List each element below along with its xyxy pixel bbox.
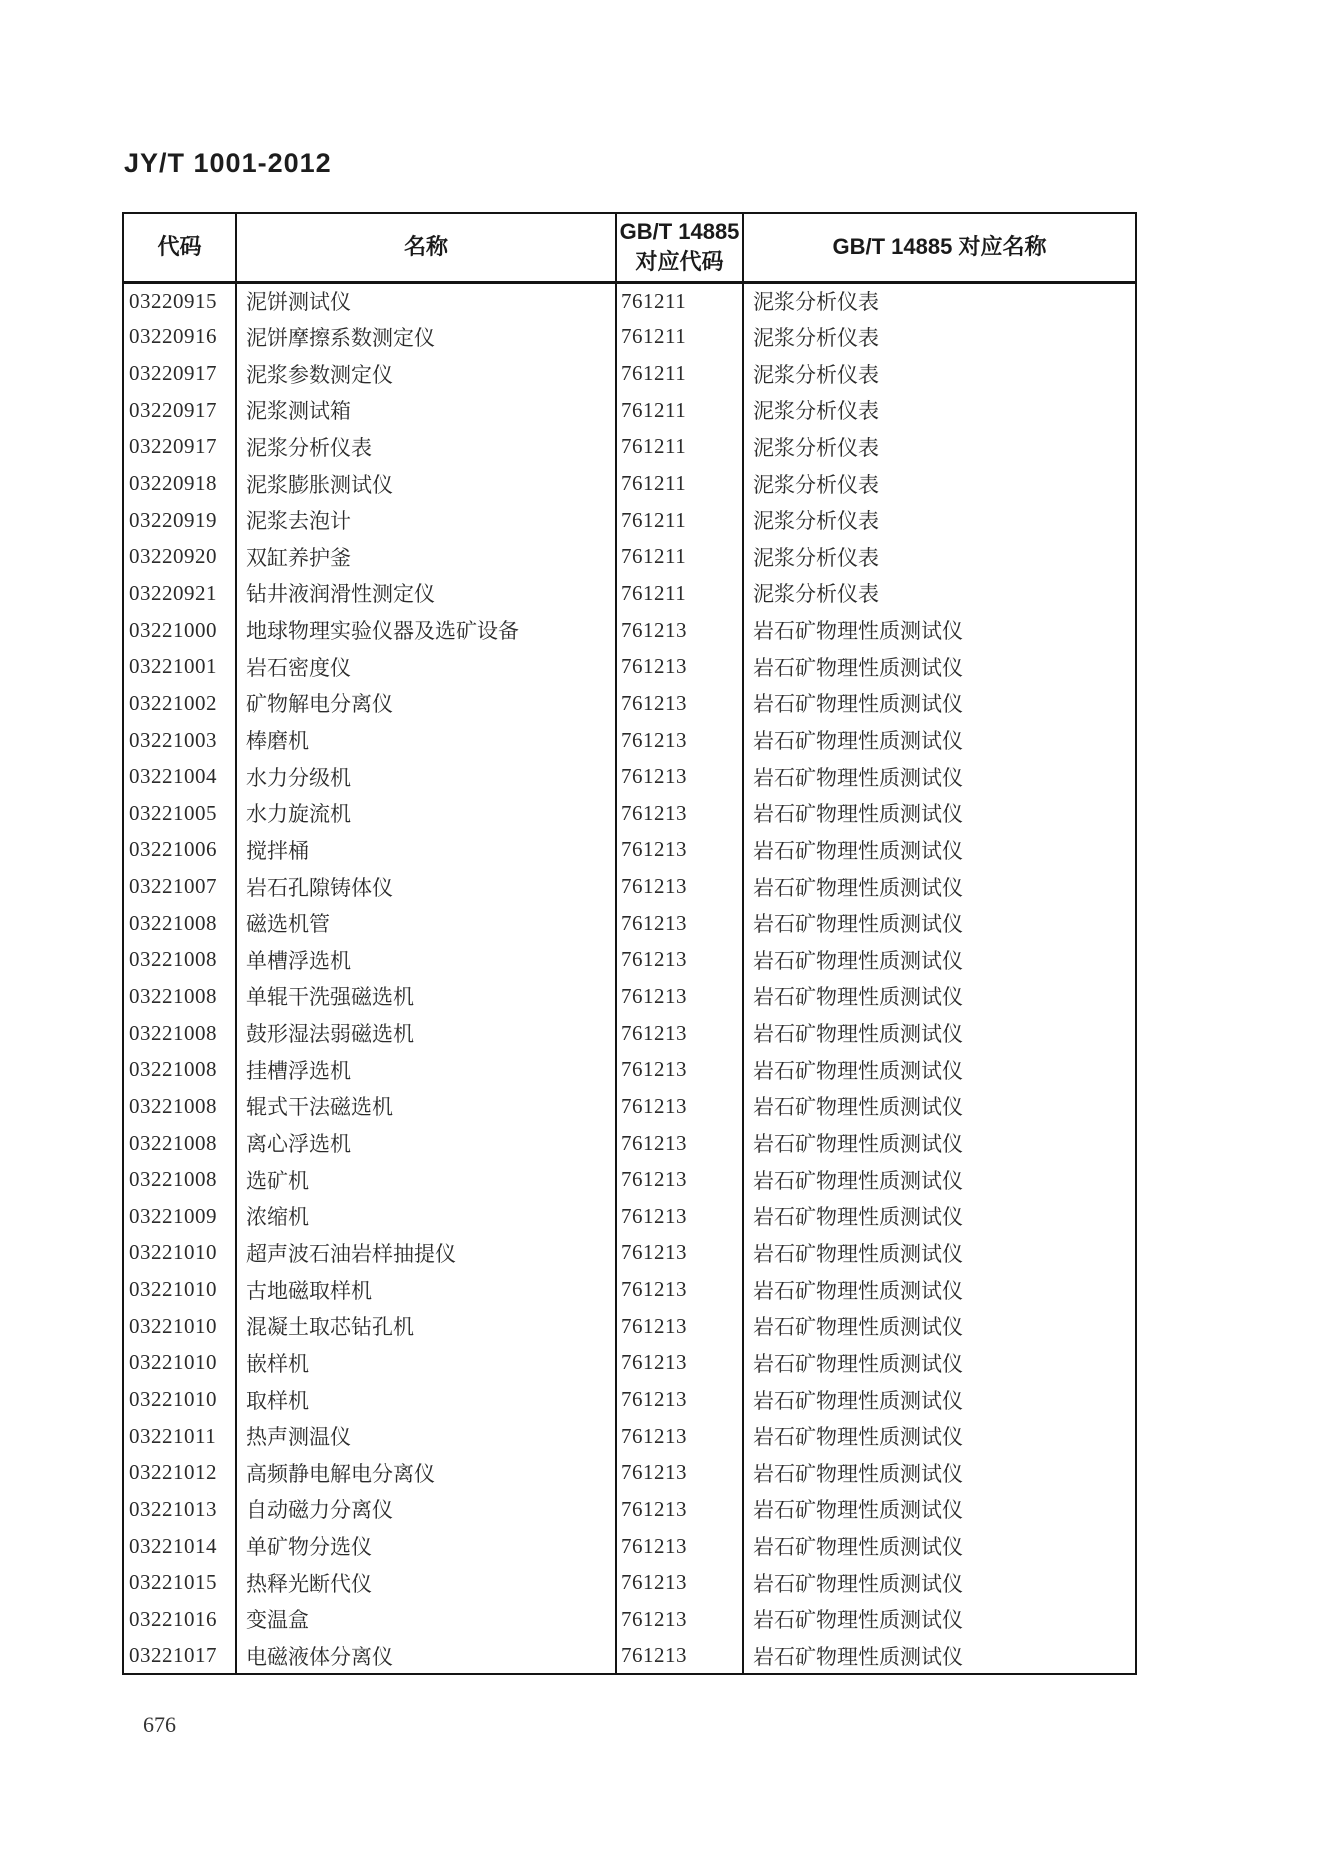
- code-cell: 03221008: [129, 1130, 217, 1155]
- name-cell: 单矿物分选仪: [236, 1528, 616, 1565]
- name-cell: 水力旋流机: [236, 795, 616, 832]
- gbt-code-cell: 761213: [616, 1015, 743, 1052]
- code-cell: 03221010: [129, 1313, 217, 1338]
- code-cell: 03220921: [129, 580, 217, 605]
- gbt-code-cell: 761213: [616, 795, 743, 832]
- table-row: [123, 648, 1136, 685]
- code-mapping-table: [122, 212, 1137, 1675]
- gbt-name-cell: 岩石矿物理性质测试仪: [743, 1601, 1136, 1638]
- gbt-code-cell: 761213: [616, 685, 743, 722]
- table-row: [123, 1418, 1136, 1455]
- name-cell: 辊式干法磁选机: [236, 1088, 616, 1125]
- code-cell: 03220918: [129, 471, 217, 496]
- name-cell: 热释光断代仪: [236, 1564, 616, 1601]
- gbt-name-cell: 岩石矿物理性质测试仪: [743, 612, 1136, 649]
- name-cell: 岩石孔隙铸体仪: [236, 868, 616, 905]
- gbt-code-cell: 761213: [616, 868, 743, 905]
- code-cell: 03221008: [129, 1057, 217, 1082]
- table-row: [123, 1271, 1136, 1308]
- gbt-code-cell: 761213: [616, 1235, 743, 1272]
- gbt-code-cell: 761211: [616, 355, 743, 392]
- gbt-code-cell: 761213: [616, 1198, 743, 1235]
- gbt-code-cell: 761213: [616, 1308, 743, 1345]
- table-row: [123, 1088, 1136, 1125]
- code-cell: 03221002: [129, 690, 217, 715]
- gbt-name-cell: 岩石矿物理性质测试仪: [743, 1418, 1136, 1455]
- table-row: [123, 1051, 1136, 1088]
- gbt-code-cell: 761213: [616, 1601, 743, 1638]
- gbt-name-cell: 岩石矿物理性质测试仪: [743, 1271, 1136, 1308]
- gbt-name-cell: 泥浆分析仪表: [743, 282, 1136, 319]
- gbt-code-cell: 761211: [616, 465, 743, 502]
- code-cell: 03221011: [129, 1423, 217, 1448]
- gbt-code-cell: 761213: [616, 1381, 743, 1418]
- table-row: [123, 1638, 1136, 1675]
- code-cell: 03221008: [129, 1167, 217, 1192]
- gbt-code-cell: 761213: [616, 1528, 743, 1565]
- table-row: [123, 1455, 1136, 1492]
- name-cell: 泥饼测试仪: [236, 282, 616, 319]
- name-cell: 泥浆测试箱: [236, 392, 616, 429]
- name-cell: 棒磨机: [236, 722, 616, 759]
- table-row: [123, 502, 1136, 539]
- gbt-name-cell: 岩石矿物理性质测试仪: [743, 1308, 1136, 1345]
- standard-code-heading: JY/T 1001-2012: [124, 148, 332, 178]
- name-cell: 高频静电解电分离仪: [236, 1455, 616, 1492]
- table-row: [123, 685, 1136, 722]
- table-row: [123, 575, 1136, 612]
- code-cell: 03221006: [129, 837, 217, 862]
- table-row: [123, 392, 1136, 429]
- name-cell: 单辊干洗强磁选机: [236, 978, 616, 1015]
- code-cell: 03220919: [129, 507, 217, 532]
- code-cell: 03221008: [129, 983, 217, 1008]
- code-cell: 03220915: [129, 288, 217, 313]
- gbt-name-cell: 泥浆分析仪表: [743, 392, 1136, 429]
- gbt-name-cell: 岩石矿物理性质测试仪: [743, 795, 1136, 832]
- name-cell: 搅拌桶: [236, 832, 616, 869]
- page-number: 676: [143, 1712, 176, 1737]
- header-gbt-code-line2: 对应代码: [635, 249, 724, 275]
- gbt-code-cell: 761213: [616, 942, 743, 979]
- gbt-name-cell: 岩石矿物理性质测试仪: [743, 1125, 1136, 1162]
- table-row: [123, 722, 1136, 759]
- gbt-name-cell: 岩石矿物理性质测试仪: [743, 1491, 1136, 1528]
- gbt-name-cell: 泥浆分析仪表: [743, 575, 1136, 612]
- name-cell: 古地磁取样机: [236, 1271, 616, 1308]
- name-cell: 钻井液润滑性测定仪: [236, 575, 616, 612]
- table-row: [123, 1125, 1136, 1162]
- table-row: [123, 1528, 1136, 1565]
- table-row: [123, 1161, 1136, 1198]
- name-cell: 泥浆参数测定仪: [236, 355, 616, 392]
- code-cell: 03221010: [129, 1277, 217, 1302]
- table-row: [123, 1564, 1136, 1601]
- name-cell: 热声测温仪: [236, 1418, 616, 1455]
- gbt-name-cell: 岩石矿物理性质测试仪: [743, 722, 1136, 759]
- code-cell: 03220917: [129, 361, 217, 386]
- gbt-name-cell: 岩石矿物理性质测试仪: [743, 832, 1136, 869]
- gbt-name-cell: 岩石矿物理性质测试仪: [743, 648, 1136, 685]
- name-cell: 单槽浮选机: [236, 942, 616, 979]
- name-cell: 磁选机管: [236, 905, 616, 942]
- code-cell: 03221015: [129, 1570, 217, 1595]
- name-cell: 泥浆去泡计: [236, 502, 616, 539]
- gbt-code-cell: 761211: [616, 319, 743, 356]
- name-cell: 电磁液体分离仪: [236, 1638, 616, 1675]
- gbt-code-cell: 761213: [616, 1051, 743, 1088]
- table-row: [123, 465, 1136, 502]
- code-cell: 03221008: [129, 1093, 217, 1118]
- name-cell: 水力分级机: [236, 758, 616, 795]
- gbt-name-cell: 泥浆分析仪表: [743, 465, 1136, 502]
- gbt-name-cell: 岩石矿物理性质测试仪: [743, 1528, 1136, 1565]
- table-body: [123, 282, 1136, 1674]
- code-cell: 03221008: [129, 947, 217, 972]
- table-row: [123, 538, 1136, 575]
- gbt-name-cell: 岩石矿物理性质测试仪: [743, 1638, 1136, 1675]
- table-row: [123, 612, 1136, 649]
- gbt-name-cell: 岩石矿物理性质测试仪: [743, 758, 1136, 795]
- gbt-name-cell: 岩石矿物理性质测试仪: [743, 868, 1136, 905]
- name-cell: 地球物理实验仪器及选矿设备: [236, 612, 616, 649]
- gbt-name-cell: 岩石矿物理性质测试仪: [743, 942, 1136, 979]
- gbt-code-cell: 761211: [616, 392, 743, 429]
- table-row: [123, 355, 1136, 392]
- gbt-name-cell: 泥浆分析仪表: [743, 355, 1136, 392]
- gbt-name-cell: 岩石矿物理性质测试仪: [743, 905, 1136, 942]
- name-cell: 取样机: [236, 1381, 616, 1418]
- gbt-name-cell: 岩石矿物理性质测试仪: [743, 1564, 1136, 1601]
- gbt-code-cell: 761211: [616, 429, 743, 466]
- name-cell: 变温盒: [236, 1601, 616, 1638]
- table-header-row: [123, 213, 1136, 282]
- gbt-name-cell: 岩石矿物理性质测试仪: [743, 1381, 1136, 1418]
- code-cell: 03221016: [129, 1606, 217, 1631]
- name-cell: 泥浆分析仪表: [236, 429, 616, 466]
- gbt-name-cell: 岩石矿物理性质测试仪: [743, 1455, 1136, 1492]
- table-row: [123, 319, 1136, 356]
- name-cell: 岩石密度仪: [236, 648, 616, 685]
- gbt-name-cell: 泥浆分析仪表: [743, 502, 1136, 539]
- table-row: [123, 1015, 1136, 1052]
- gbt-name-cell: 泥浆分析仪表: [743, 538, 1136, 575]
- table-row: [123, 1601, 1136, 1638]
- name-cell: 泥浆膨胀测试仪: [236, 465, 616, 502]
- code-cell: 03221005: [129, 800, 217, 825]
- name-cell: 双缸养护釜: [236, 538, 616, 575]
- code-cell: 03221014: [129, 1533, 217, 1558]
- gbt-name-cell: 岩石矿物理性质测试仪: [743, 978, 1136, 1015]
- table-row: [123, 1308, 1136, 1345]
- header-name: 名称: [236, 213, 616, 282]
- code-cell: 03221013: [129, 1496, 217, 1521]
- gbt-name-cell: 岩石矿物理性质测试仪: [743, 1198, 1136, 1235]
- name-cell: 矿物解电分离仪: [236, 685, 616, 722]
- code-cell: 03221008: [129, 1020, 217, 1045]
- table-row: [123, 1235, 1136, 1272]
- gbt-code-cell: 761213: [616, 648, 743, 685]
- gbt-name-cell: 岩石矿物理性质测试仪: [743, 1088, 1136, 1125]
- name-cell: 鼓形湿法弱磁选机: [236, 1015, 616, 1052]
- code-cell: 03221004: [129, 764, 217, 789]
- name-cell: 挂槽浮选机: [236, 1051, 616, 1088]
- gbt-code-cell: 761213: [616, 1491, 743, 1528]
- table-row: [123, 429, 1136, 466]
- table-row: [123, 282, 1136, 319]
- gbt-code-cell: 761213: [616, 905, 743, 942]
- code-cell: 03220917: [129, 397, 217, 422]
- gbt-name-cell: 岩石矿物理性质测试仪: [743, 685, 1136, 722]
- gbt-code-cell: 761213: [616, 722, 743, 759]
- gbt-code-cell: 761211: [616, 575, 743, 612]
- code-cell: 03220917: [129, 434, 217, 459]
- gbt-code-cell: 761213: [616, 1418, 743, 1455]
- table-row: [123, 868, 1136, 905]
- gbt-name-cell: 岩石矿物理性质测试仪: [743, 1015, 1136, 1052]
- table-row: [123, 758, 1136, 795]
- gbt-code-cell: 761213: [616, 758, 743, 795]
- gbt-code-cell: 761213: [616, 1455, 743, 1492]
- table-header: [123, 213, 1136, 282]
- code-cell: 03221001: [129, 654, 217, 679]
- name-cell: 嵌样机: [236, 1345, 616, 1382]
- gbt-name-cell: 泥浆分析仪表: [743, 319, 1136, 356]
- gbt-name-cell: 岩石矿物理性质测试仪: [743, 1161, 1136, 1198]
- name-cell: 离心浮选机: [236, 1125, 616, 1162]
- gbt-code-cell: 761213: [616, 1638, 743, 1675]
- code-cell: 03221009: [129, 1203, 217, 1228]
- code-cell: 03221010: [129, 1387, 217, 1412]
- gbt-code-cell: 761213: [616, 1271, 743, 1308]
- gbt-name-cell: 岩石矿物理性质测试仪: [743, 1051, 1136, 1088]
- table-row: [123, 795, 1136, 832]
- table-row: [123, 1198, 1136, 1235]
- gbt-code-cell: 761213: [616, 1088, 743, 1125]
- code-cell: 03221007: [129, 874, 217, 899]
- gbt-code-cell: 761211: [616, 282, 743, 319]
- header-gbt-name: GB/T 14885 对应名称: [743, 213, 1136, 282]
- gbt-name-cell: 岩石矿物理性质测试仪: [743, 1235, 1136, 1272]
- header-code: 代码: [123, 213, 236, 282]
- code-cell: 03221003: [129, 727, 217, 752]
- code-cell: 03221017: [129, 1643, 217, 1668]
- code-cell: 03221012: [129, 1460, 217, 1485]
- table-row: [123, 1345, 1136, 1382]
- code-cell: 03221010: [129, 1240, 217, 1265]
- gbt-code-cell: 761213: [616, 612, 743, 649]
- gbt-code-cell: 761211: [616, 538, 743, 575]
- table-row: [123, 1381, 1136, 1418]
- gbt-code-cell: 761213: [616, 1564, 743, 1601]
- table-row: [123, 978, 1136, 1015]
- code-cell: 03220920: [129, 544, 217, 569]
- gbt-code-cell: 761213: [616, 978, 743, 1015]
- gbt-code-cell: 761213: [616, 1345, 743, 1382]
- name-cell: 浓缩机: [236, 1198, 616, 1235]
- gbt-name-cell: 泥浆分析仪表: [743, 429, 1136, 466]
- table-row: [123, 942, 1136, 979]
- code-cell: 03221000: [129, 617, 217, 642]
- name-cell: 混凝土取芯钻孔机: [236, 1308, 616, 1345]
- name-cell: 超声波石油岩样抽提仪: [236, 1235, 616, 1272]
- gbt-code-cell: 761213: [616, 1125, 743, 1162]
- table-row: [123, 1491, 1136, 1528]
- code-cell: 03220916: [129, 324, 217, 349]
- name-cell: 自动磁力分离仪: [236, 1491, 616, 1528]
- gbt-code-cell: 761213: [616, 1161, 743, 1198]
- name-cell: 泥饼摩擦系数测定仪: [236, 319, 616, 356]
- gbt-code-cell: 761213: [616, 832, 743, 869]
- table-row: [123, 832, 1136, 869]
- gbt-code-cell: 761211: [616, 502, 743, 539]
- name-cell: 选矿机: [236, 1161, 616, 1198]
- header-gbt-code: [616, 213, 743, 282]
- gbt-name-cell: 岩石矿物理性质测试仪: [743, 1345, 1136, 1382]
- code-cell: 03221008: [129, 910, 217, 935]
- code-cell: 03221010: [129, 1350, 217, 1375]
- table-row: [123, 905, 1136, 942]
- header-gbt-code-line1: GB/T 14885: [619, 219, 740, 245]
